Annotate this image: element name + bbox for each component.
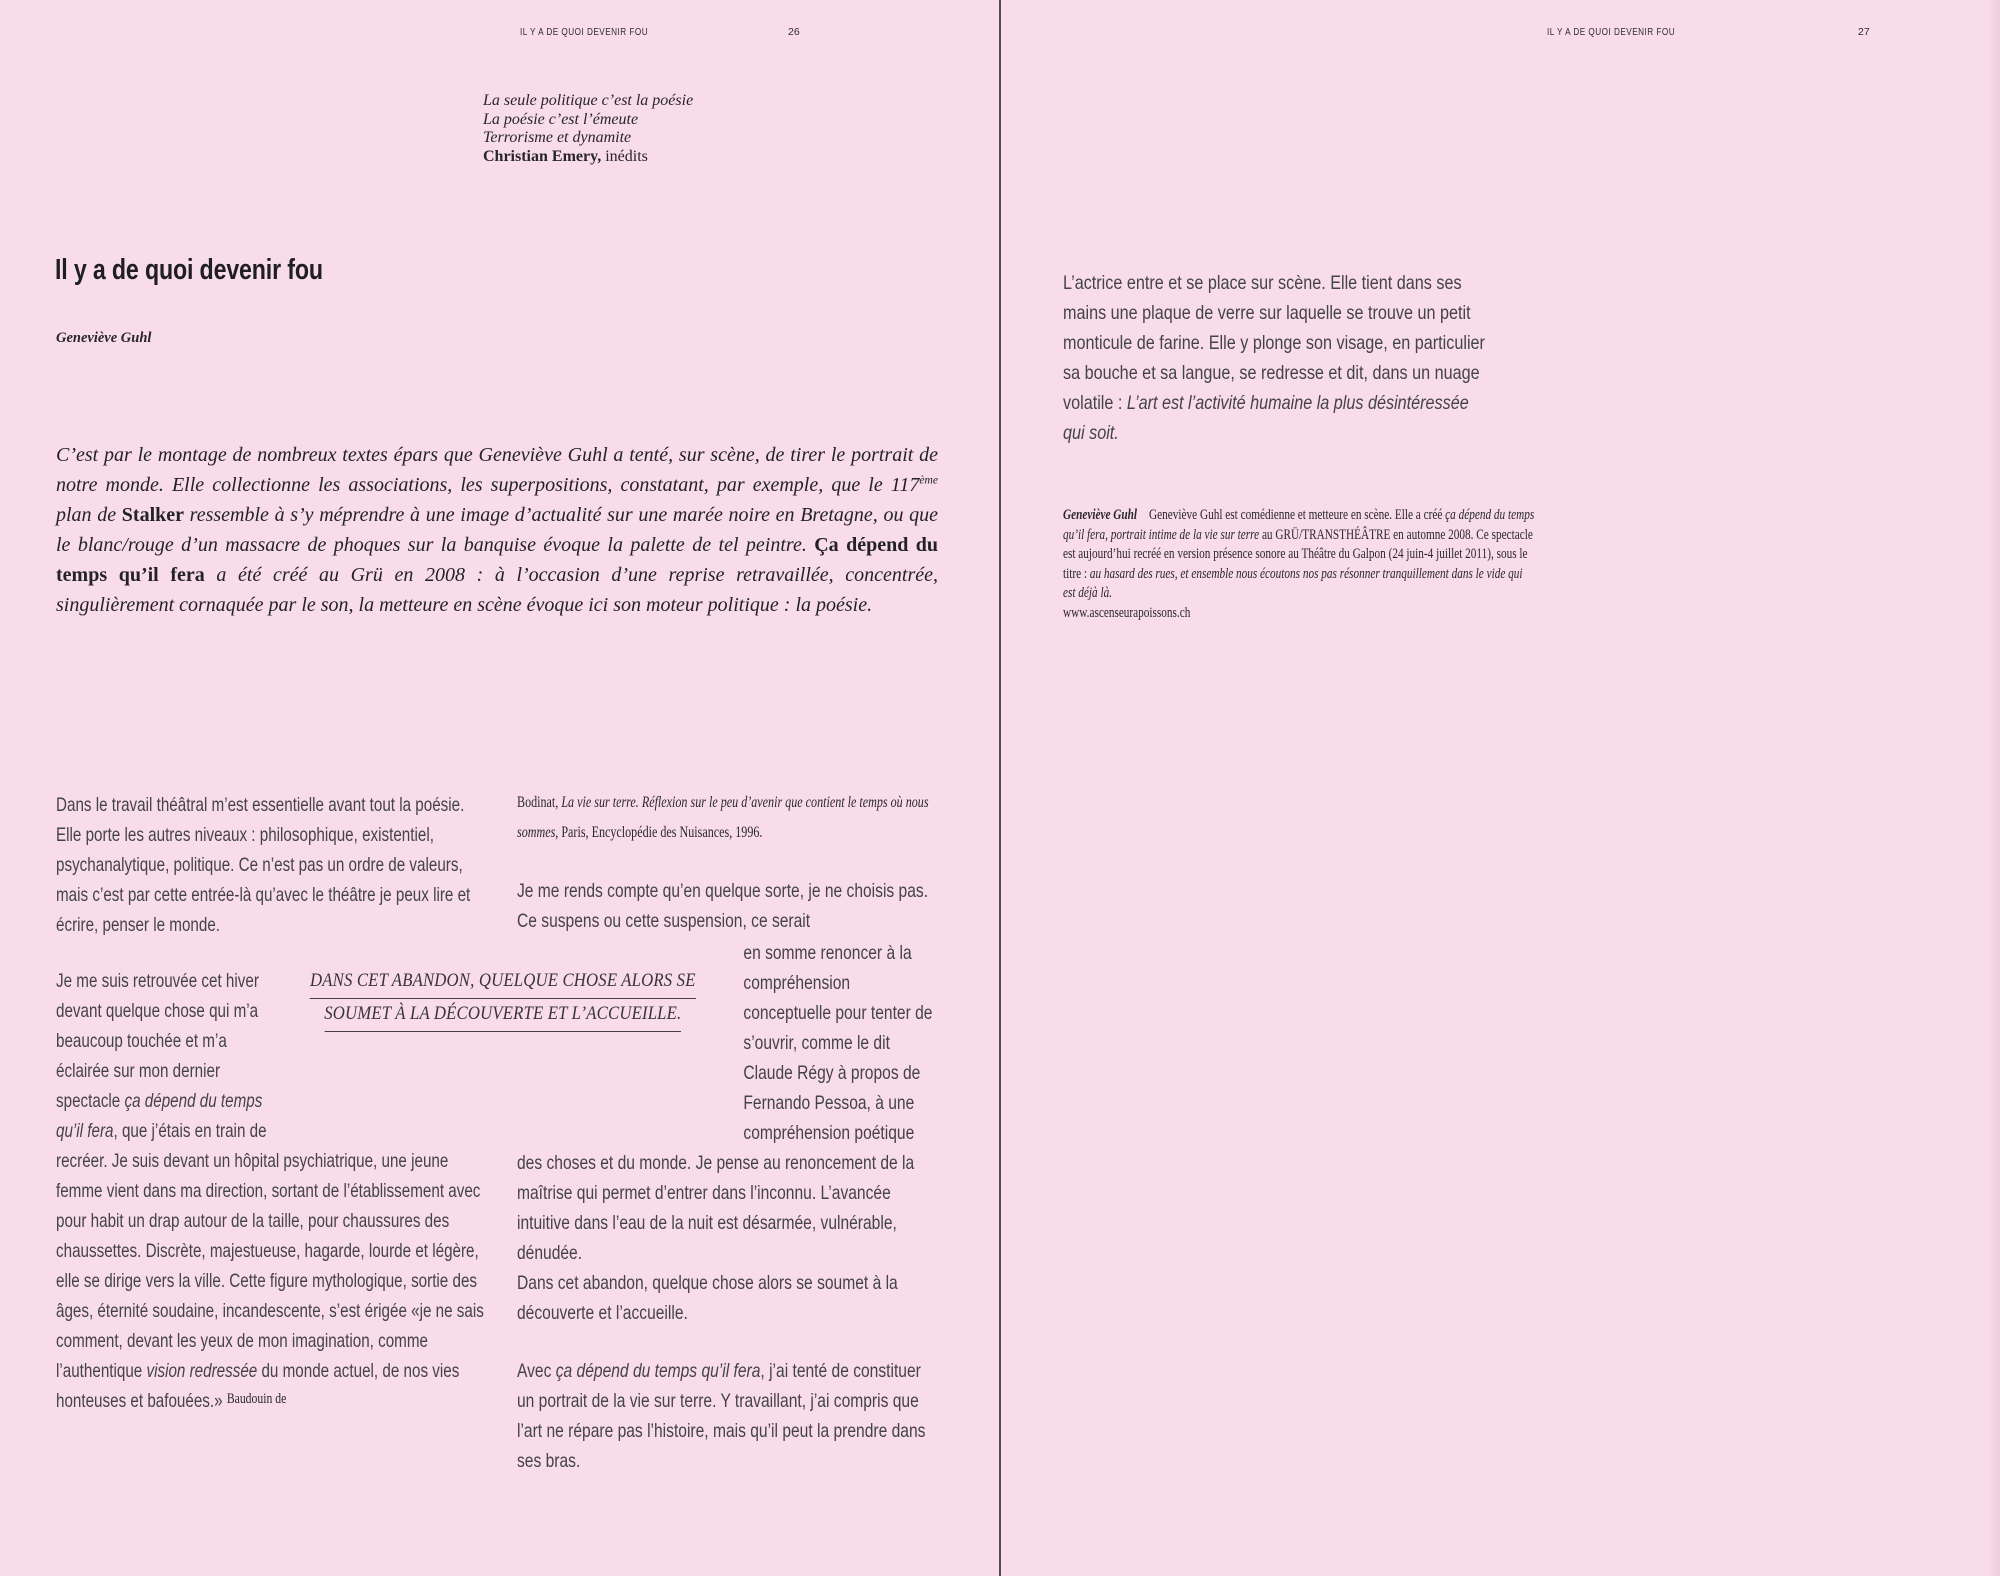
citation-book-title: La vie sur terre. Réflexion sur le peu d’avenir que contient le temps où nous sommes (517, 794, 929, 841)
paragraph-travail-theatral: Dans le travail théâtral m’est essentielle avant tout la poésie. Elle porte les autres niveaux : philosophique, existentiel, psychanalytique, politique. Ce n’est pas un ordre de valeurs, mais c’est par cette entrée-là qu’avec le théâtre je peux lire et écrire, penser le monde. (56, 794, 471, 936)
paragraph-abandon: Dans cet abandon, quelque chose alors se soumet à la découverte et l’accueille. (517, 1272, 898, 1324)
paragraph-b-play-title: ça dépend du temps qu’il fera (56, 1090, 263, 1142)
citation-publisher: , Paris, Encyclopédie des Nuisances, 1996. (555, 823, 763, 841)
page-gutter-divider (999, 0, 1001, 1576)
running-head-right: IL Y A DE QUOI DEVENIR FOU (1547, 26, 1676, 38)
pull-quote-line-2: SOUMET À LA DÉCOUVERTE ET L’ACCUEILLE. (324, 1003, 681, 1032)
paragraph-d-part-2: , j’ai tenté de constituer un portrait de la vie sur terre. Y travaillant, j’ai compris que l’art ne répare pas l’histoire, mais qu’il peut la prendre dans ses bras. (517, 1360, 926, 1472)
lead-film-title: Stalker (121, 504, 184, 526)
pull-quote-wrap-spacer-right-column (517, 938, 743, 1148)
article-author: Geneviève Guhl (56, 330, 152, 346)
bio-play-title-1: ça dépend du temps qu’il fera, portrait intime de la vie sur terre (1063, 507, 1535, 543)
article-title: Il y a de quoi devenir fou (55, 254, 323, 286)
lead-play-title: Ça dépend du temps qu’il fera (56, 534, 938, 586)
paragraph-c-text: en somme renoncer à la compréhension conceptuelle pour tenter de s’ouvrir, comme le dit Claude Régy à propos de Fernando Pessoa, à une compréhension poétique des choses et du monde. Je pense au renoncement de la maîtrise qui permet d’entrer dans l’inconnu. L’avancée intuitive dans l’eau de la nuit est désarmée, vulnérable, dénudée. (517, 942, 933, 1264)
epigraph-line-3: Terrorisme et dynamite (483, 129, 632, 146)
bio-play-title-2: au hasard des rues, et ensemble nous écoutons nos pas résonner tranquillement dans le vide qui est déjà là. (1063, 565, 1523, 601)
paragraph-d-play-title: ça dépend du temps qu’il fera (555, 1360, 761, 1382)
paragraph-actrice-text: L’actrice entre et se place sur scène. Elle tient dans ses mains une plaque de verre sur laquelle se trouve un petit monticule de farine. Elle y plonge son visage, en particulier sa bouche et sa langue, se redresse et dit, dans un nuage volatile : (1063, 272, 1485, 414)
lead-part-3: ressemble à s’y méprendre à une image d’actualité sur une marée noire en Bretagne, ou que le blanc/rouge d’un massacre de phoques sur la banquise évoque la palette de tel peintre. (56, 504, 938, 556)
epigraph-author-suffix: inédits (601, 147, 648, 165)
citation-bodinat (517, 788, 937, 847)
paragraph-d-part-1: Avec (517, 1360, 556, 1382)
lead-part-2: plan de (56, 504, 122, 526)
right-page (1000, 0, 2000, 1576)
bio-text-1: Geneviève Guhl est comédienne et metteure en scène. Elle a créé (1149, 507, 1446, 523)
bio-text-2: au GRÜ/TRANSTHÉÂTRE en automne 2008. Ce spectacle est aujourd’hui recréé en version présence sonore au Théâtre du Galpon (24 juin-4 juillet 2011), sous le titre : (1063, 526, 1533, 582)
pull-quote-line-1: DANS CET ABANDON, QUELQUE CHOSE ALORS SE (310, 970, 696, 999)
paragraph-actrice (1063, 268, 1495, 448)
lead-paragraph (56, 440, 938, 620)
lead-part-4: a été créé au Grü en 2008 : à l’occasion d’une reprise retravaillée, concentrée, singulièrement cornaquée par le son, la metteure en scène évoque ici son moteur politique : la poésie. (56, 564, 938, 616)
epigraph-line-2: La poésie c’est l’émeute (483, 110, 639, 128)
citation-author-run: Baudouin de (226, 1391, 287, 1407)
paragraph-suspension-block (517, 938, 941, 1328)
page-edge-shadow (1988, 0, 2000, 1576)
paragraph-b-part-1: Je me suis retrouvée cet hiver devant quelque chose qui m’a beaucoup touchée et m’a éclairée sur mon dernier spectacle (56, 970, 259, 1112)
page-number-right: 27 (1858, 26, 1870, 38)
paragraph-b-part-3: du monde actuel, de nos vies honteuses et bafouées.» (56, 1360, 460, 1412)
epigraph-line-1: La seule politique c’est la poésie (483, 92, 694, 109)
bio-block (1063, 506, 1537, 623)
epigraph-author (483, 148, 693, 167)
epigraph (483, 92, 693, 166)
paragraph-b-vision-redressee: vision redressée (146, 1360, 258, 1382)
lead-part-1: C’est par le montage de nombreux textes épars que Geneviève Guhl a tenté, sur scène, de tirer le portrait de notre monde. Elle collectionne les associations, les superpositions, constatant, par exemple, que le 117 (56, 444, 938, 496)
paragraph-suspension-intro: Je me rends compte qu’en quelque sorte, je ne choisis pas. Ce suspens ou cette suspension, ce serait (517, 880, 929, 932)
bio-name: Geneviève Guhl (1063, 507, 1138, 523)
paragraph-avec-ca-depend (517, 1356, 941, 1476)
paragraph-b-part-2: , que j’étais en train de recréer. Je suis devant un hôpital psychiatrique, une jeune femme vient dans ma direction, sortant de l’établissement avec pour habit un drap autour de la taille, pour chaussures des chaussettes. Discrète, majestueuse, hagarde, lourde et légère, elle se dirige vers la ville. Cette figure mythologique, sortie des âges, éternité soudaine, incandescente, s’est érigée «je ne sais comment, devant les yeux de mon imagination, comme l’authentique (56, 1120, 484, 1382)
page-number-left: 26 (788, 26, 800, 38)
lead-superscript: ème (919, 473, 938, 487)
citation-author-name: Bodinat, (517, 794, 562, 811)
paragraph-actrice-quote: L’art est l’activité humaine la plus désintéressée qui soit. (1063, 392, 1469, 444)
running-head-left: IL Y A DE QUOI DEVENIR FOU (520, 26, 649, 38)
epigraph-author-name: Christian Emery, (483, 147, 602, 165)
website-link[interactable]: www.ascenseurapoissons.ch (1063, 604, 1191, 621)
paragraph-suspension-rest (517, 938, 941, 1268)
